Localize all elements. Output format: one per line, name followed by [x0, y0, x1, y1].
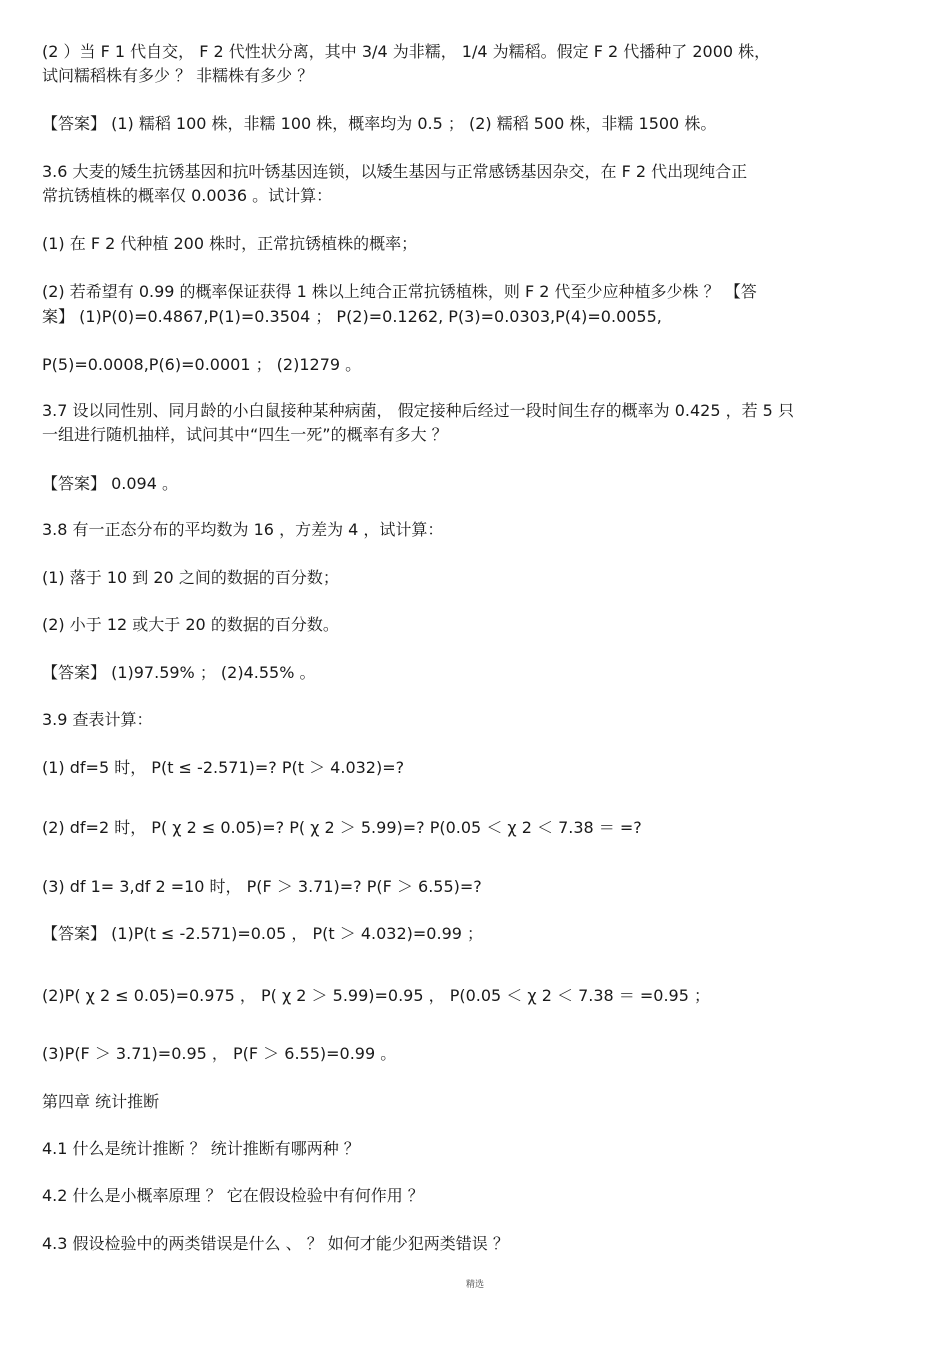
answer-line: (2)P( χ 2 ≤ 0.05)=0.975 ， P( χ 2 ＞ 5.99)=0.95 ， P(0.05 ＜ χ 2 ＜ 7.38 ＝ =0.95 ；: [42, 986, 710, 1005]
page-footer: 精选: [465, 1280, 484, 1290]
answer-line: (3)P(F ＞ 3.71)=0.95 ， P(F ＞ 6.55)=0.99 。: [42, 1044, 397, 1063]
question-4-1: 4.1 什么是统计推断 ？ 统计推断有哪两种 ？: [42, 1139, 360, 1158]
text-line: (1) 在 F 2 代种植 200 株时，正常抗锈植株的概率；: [42, 234, 418, 253]
question-3-9: 3.9 查表计算：: [42, 710, 153, 729]
chapter-heading: 第四章 统计推断: [42, 1092, 160, 1111]
text-line: 常抗锈植株的概率仅 0.0036 。试计算：: [42, 186, 333, 205]
question-4-2: 4.2 什么是小概率原理 ？ 它在假设检验中有何作用 ？: [42, 1186, 424, 1205]
text-line: 一组进行随机抽样，试问其中“四生一死”的概率有多大 ？: [42, 425, 448, 444]
answer-line: 案】 (1)P(0)=0.4867,P(1)=0.3504 ； P(2)=0.1262, P(3)=0.0303,P(4)=0.0055,: [42, 307, 662, 326]
answer-line: 【答案】 (1)P(t ≤ -2.571)=0.05 ， P(t ＞ 4.032)=0.99 ；: [42, 924, 484, 943]
text-line: (1) df=5 时， P(t ≤ -2.571)=? P(t ＞ 4.032)=?: [42, 758, 405, 777]
text-line: (2) 若希望有 0.99 的概率保证获得 1 株以上纯合正常抗锈植株，则 F 2 代至少应种植多少株 ？ 【答: [42, 282, 757, 301]
text-line: 试问糯稻株有多少 ？ 非糯株有多少 ？: [42, 66, 314, 85]
answer-line: P(5)=0.0008,P(6)=0.0001 ； (2)1279 。: [42, 355, 362, 374]
answer-line: 【答案】 (1)97.59% ； (2)4.55% 。: [42, 663, 316, 682]
question-3-7: 3.7 设以同性别、同月龄的小白鼠接种某种病菌， 假定接种后经过一段时间生存的概率为 0.425 ，若 5 只: [42, 401, 794, 420]
question-4-3: 4.3 假设检验中的两类错误是什么 、 ？ 如何才能少犯两类错误 ？: [42, 1234, 509, 1253]
text-line: (1) 落于 10 到 20 之间的数据的百分数；: [42, 568, 339, 587]
answer-line: 【答案】 0.094 。: [42, 474, 178, 493]
text-line: (2) df=2 时， P( χ 2 ≤ 0.05)=? P( χ 2 ＞ 5.99)=? P(0.05 ＜ χ 2 ＜ 7.38 ＝ =?: [42, 818, 642, 837]
text-line: (3) df 1= 3,df 2 =10 时， P(F ＞ 3.71)=? P(F ＞ 6.55)=?: [42, 877, 482, 896]
question-3-8: 3.8 有一正态分布的平均数为 16 ，方差为 4 ，试计算：: [42, 520, 444, 539]
question-3-6: 3.6 大麦的矮生抗锈基因和抗叶锈基因连锁，以矮生基因与正常感锈基因杂交，在 F 2 代出现纯合正: [42, 162, 748, 181]
text-line: (2 ）当 F 1 代自交， F 2 代性状分离，其中 3/4 为非糯， 1/4 为糯稻。假定 F 2 代播种了 2000 株，: [42, 42, 771, 61]
answer-line: 【答案】 (1) 糯稻 100 株，非糯 100 株，概率均为 0.5 ； (2) 糯稻 500 株，非糯 1500 株。: [42, 114, 717, 133]
text-line: (2) 小于 12 或大于 20 的数据的百分数。: [42, 615, 339, 634]
